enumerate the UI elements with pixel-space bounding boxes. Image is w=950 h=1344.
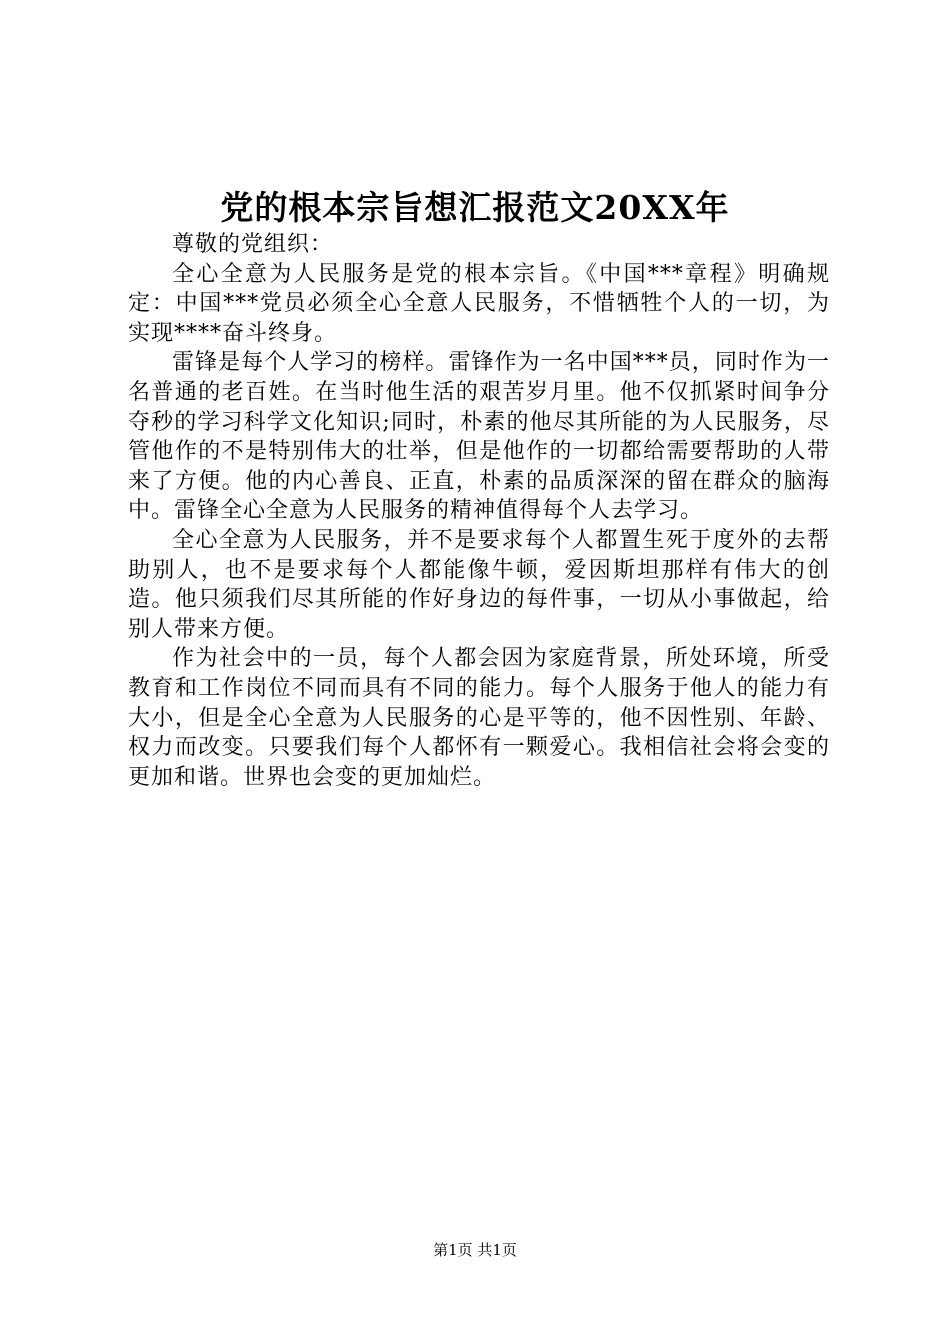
page-footer: 第1页 共1页 [433, 1241, 517, 1259]
paragraph: 作为社会中的一员，每个人都会因为家庭背景，所处环境，所受教育和工作岗位不同而具有不同的能力。每个人服务于他人的能力有大小，但是全心全意为人民服务的心是平等的，他不因性别、年龄、权力而改变。只要我们每个人都怀有一颗爱心。我相信社会将会变的更加和谐。世界也会变的更加灿烂。 [128, 646, 830, 790]
document-title: 党的根本宗旨想汇报范文20XX年 [220, 188, 730, 227]
paragraph: 全心全意为人民服务，并不是要求每个人都置生死于度外的去帮助别人，也不是要求每个人都能像牛顿，爱因斯坦那样有伟大的创造。他只须我们尽其所能的作好身边的每件事，一切从小事做起，给别人带来方便。 [128, 527, 830, 642]
document-body [128, 230, 830, 792]
paragraph: 全心全意为人民服务是党的根本宗旨。《中国***章程》明确规定：中国***党员必须全心全意人民服务，不惜牺牲个人的一切，为实现****奋斗终身。 [128, 261, 830, 346]
paragraph: 雷锋是每个人学习的榜样。雷锋作为一名中国***员，同时作为一名普通的老百姓。在当时他生活的艰苦岁月里。他不仅抓紧时间争分夺秒的学习科学文化知识;同时，朴素的他尽其所能的为人民服务，尽管他作的不是特别伟大的壮举，但是他作的一切都给需要帮助的人带来了方便。他的内心善良、正直，朴素的品质深深的留在群众的脑海中。雷锋全心全意为人民服务的精神值得每个人去学习。 [128, 350, 830, 524]
salutation: 尊敬的党组织： [172, 232, 334, 257]
